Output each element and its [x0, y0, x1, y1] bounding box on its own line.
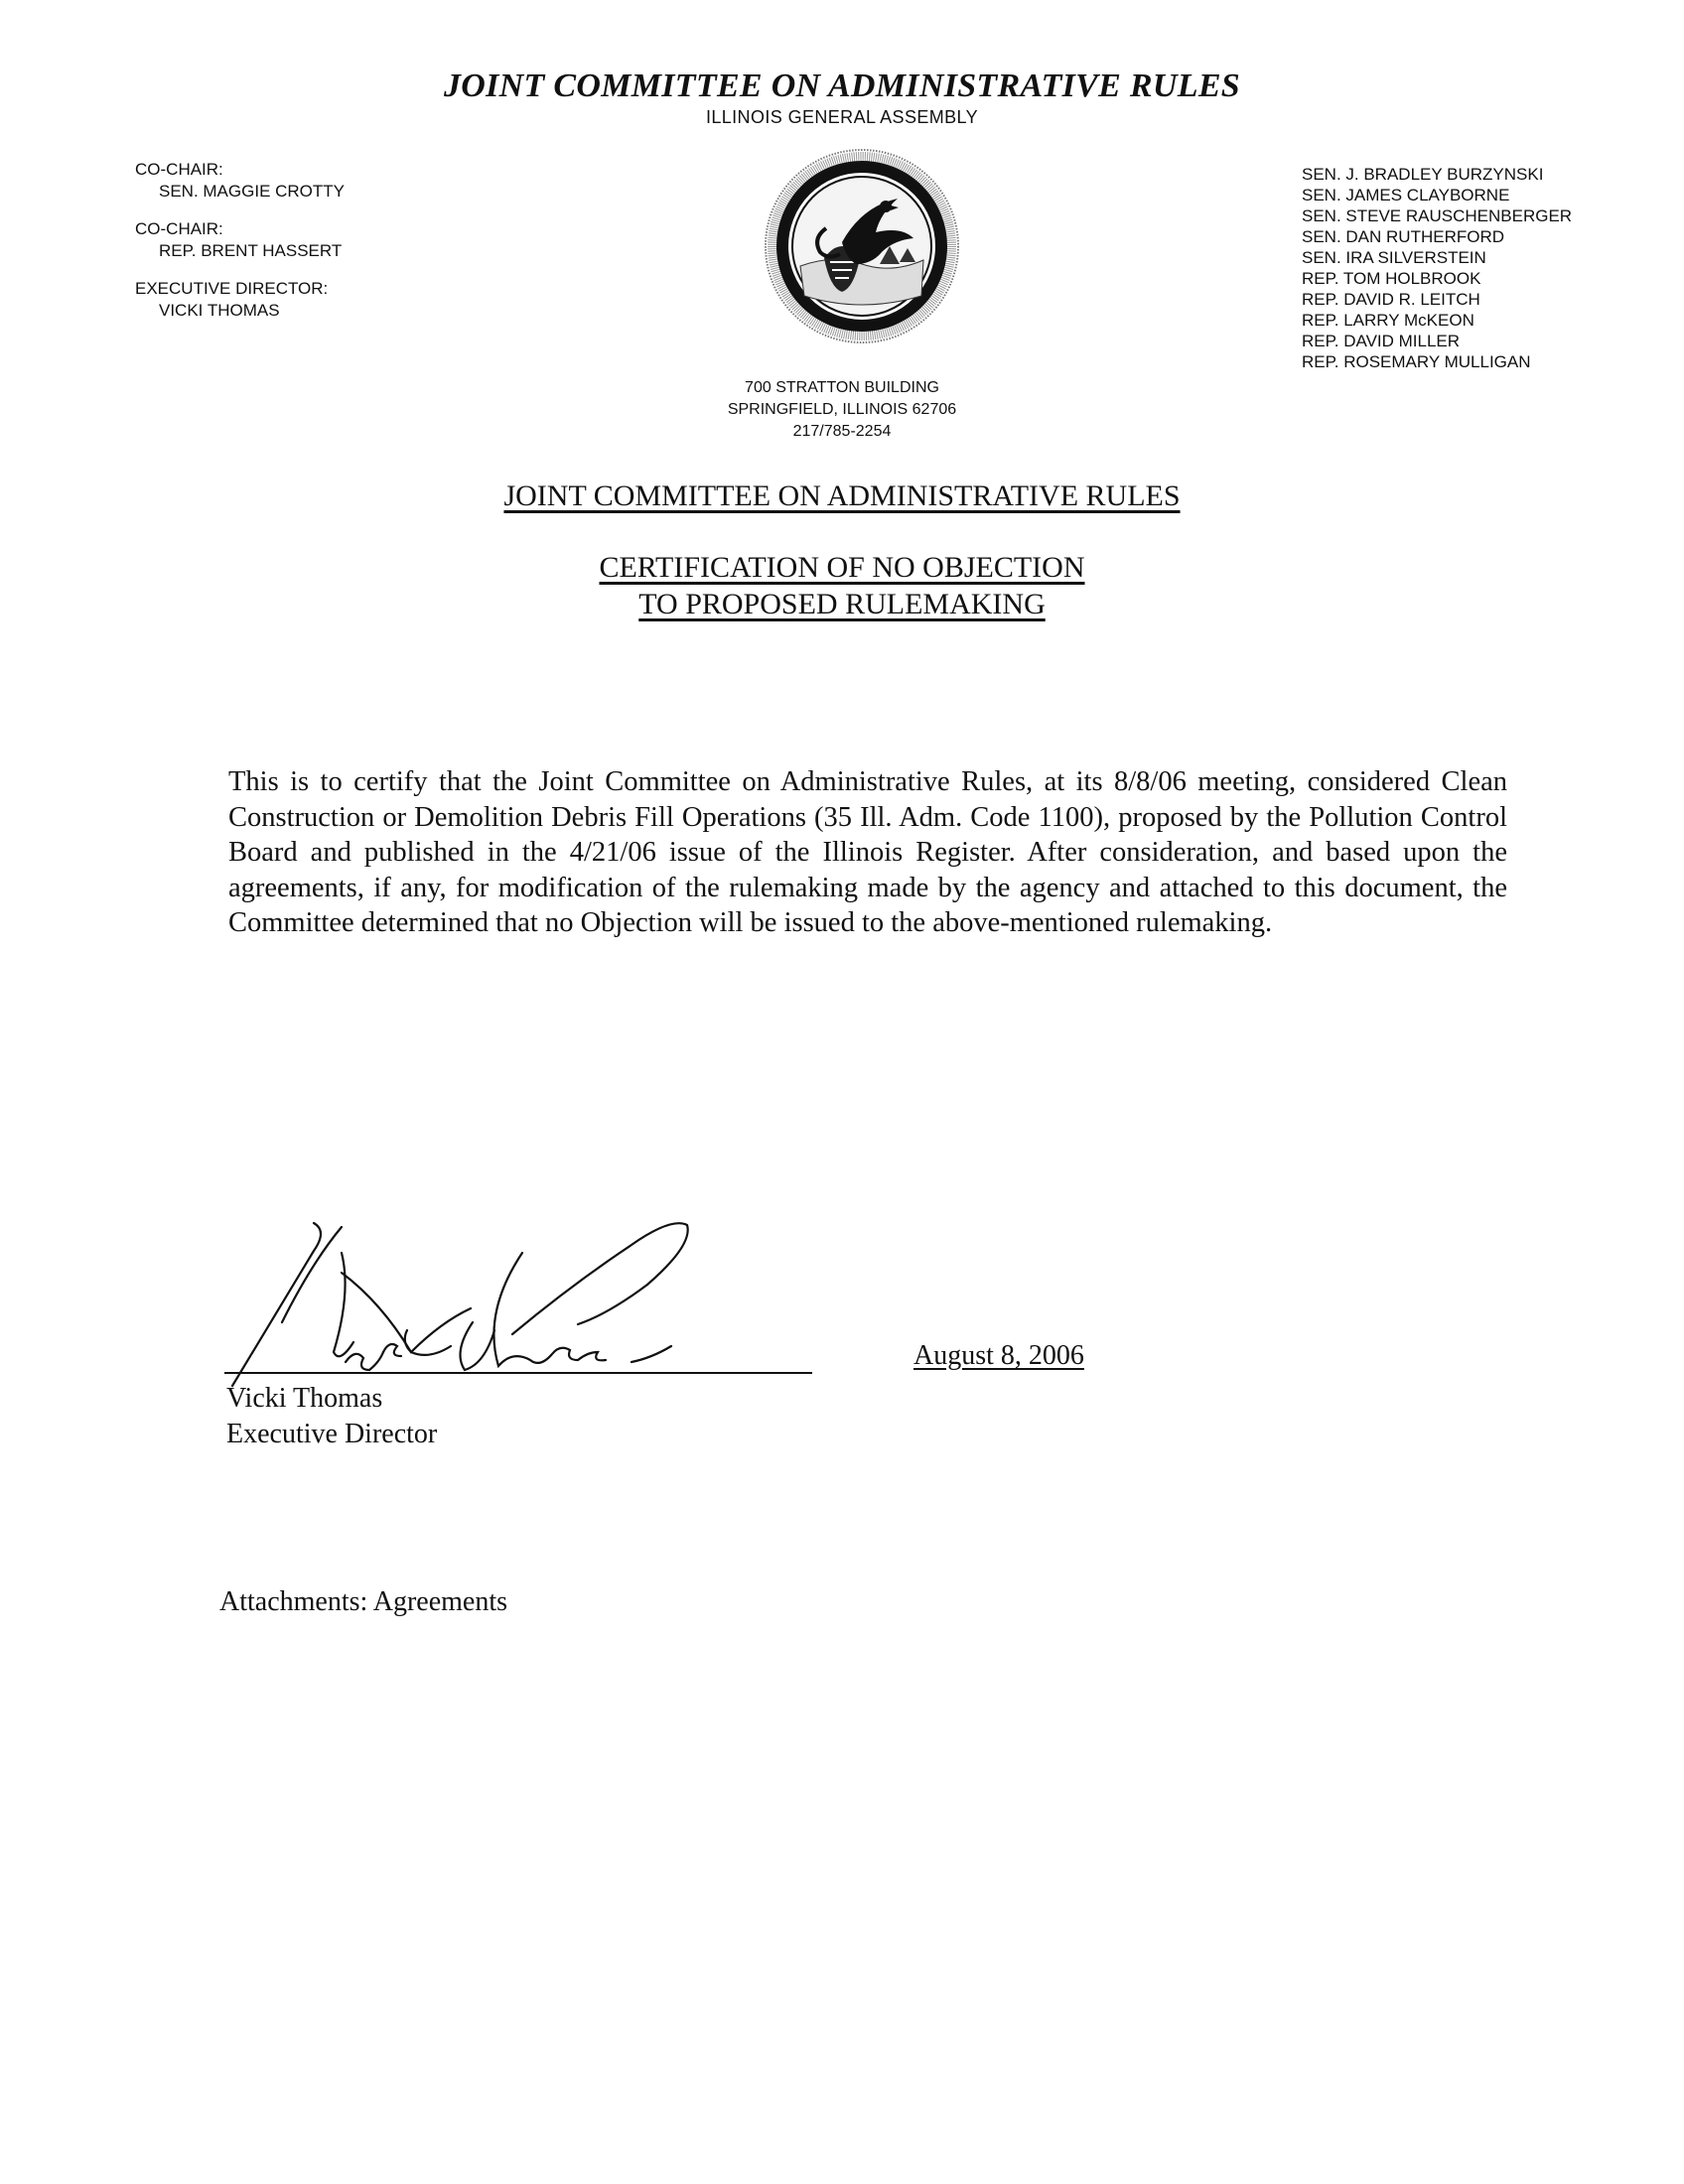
address-phone: 217/785-2254 — [792, 423, 892, 440]
address-block — [0, 377, 1684, 443]
officer-role: CO-CHAIR: — [135, 219, 223, 238]
member-item: SEN. IRA SILVERSTEIN — [1302, 248, 1486, 267]
certification-body: This is to certify that the Joint Committee on Administrative Rules, at its 8/8/06 meeting, considered Clean Construction or Demolition Debris Fill Operations (35 Ill. Adm. Code 1100), proposed by the Pollution Control Board and published in the 4/21/06 issue of the Illinois Register. After consideration, and based upon the agreements, if any, for modification of the rulemaking made by the agency and attached to this document, the Committee determined that no Objection will be issued to the above-mentioned rulemaking. — [228, 766, 1507, 938]
handwritten-signature-icon — [224, 1213, 780, 1392]
member-item: SEN. DAN RUTHERFORD — [1302, 227, 1505, 246]
member-item: REP. DAVID R. LEITCH — [1302, 290, 1480, 309]
member-item: REP. LARRY McKEON — [1302, 311, 1474, 330]
officer-executive-director — [135, 278, 345, 322]
officer-list — [135, 159, 345, 338]
signature-line — [224, 1372, 812, 1374]
member-list — [1302, 164, 1572, 372]
member-item: SEN. STEVE RAUSCHENBERGER — [1302, 206, 1573, 225]
officer-co-chair-house — [135, 218, 345, 262]
member-item: REP. TOM HOLBROOK — [1302, 269, 1481, 288]
officer-name: REP. BRENT HASSERT — [159, 241, 343, 260]
address-line: 700 STRATTON BUILDING — [745, 379, 939, 396]
officer-role: EXECUTIVE DIRECTOR: — [135, 279, 329, 298]
certification-heading — [0, 549, 1684, 622]
officer-name: VICKI THOMAS — [159, 301, 280, 320]
member-item: REP. DAVID MILLER — [1302, 332, 1461, 350]
committee-title: JOINT COMMITTEE ON ADMINISTRATIVE RULES — [443, 68, 1241, 104]
attachments-note: Attachments: Agreements — [219, 1586, 508, 1617]
certification-heading-line: CERTIFICATION OF NO OBJECTION — [599, 551, 1085, 584]
member-item: SEN. JAMES CLAYBORNE — [1302, 186, 1510, 205]
certification-heading-line: TO PROPOSED RULEMAKING — [638, 588, 1046, 620]
section-heading: JOINT COMMITTEE ON ADMINISTRATIVE RULES — [503, 479, 1181, 512]
address-city: SPRINGFIELD, ILLINOIS 62706 — [727, 401, 957, 418]
officer-name: SEN. MAGGIE CROTTY — [159, 182, 346, 201]
officer-co-chair-senate — [135, 159, 345, 203]
signing-date: August 8, 2006 — [913, 1340, 1084, 1371]
state-seal-icon — [763, 147, 961, 345]
signer-title: Executive Director — [226, 1419, 438, 1449]
officer-role: CO-CHAIR: — [135, 160, 223, 179]
signer-name: Vicki Thomas — [226, 1383, 383, 1414]
assembly-subtitle: ILLINOIS GENERAL ASSEMBLY — [705, 107, 979, 127]
member-item: SEN. J. BRADLEY BURZYNSKI — [1302, 165, 1544, 184]
member-item: REP. ROSEMARY MULLIGAN — [1302, 352, 1531, 371]
